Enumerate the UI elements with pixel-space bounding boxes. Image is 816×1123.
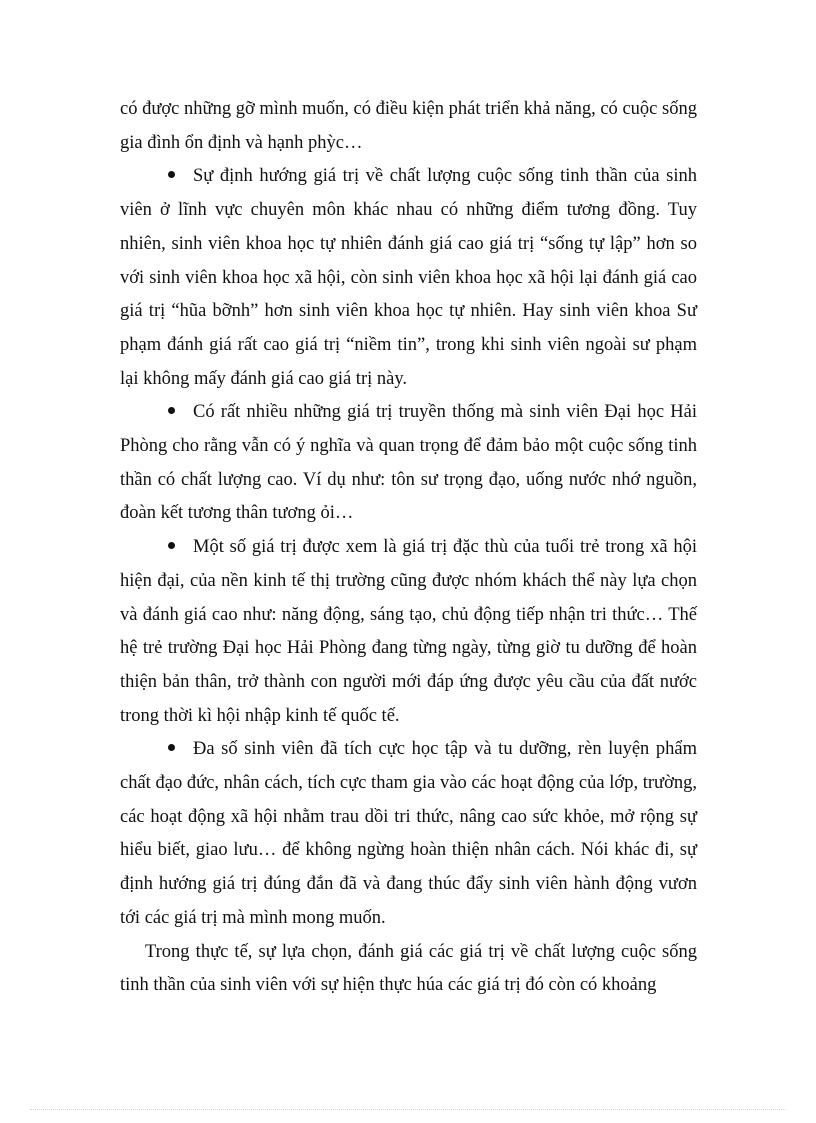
bullet-item xyxy=(120,733,697,935)
bullet-text: Có rất nhiều những giá trị truyền thống mà sinh viên Đại học Hải Phòng cho rằng vẫn có ý nghĩa và quan trọng để đảm bảo một cuộc sống tinh thần có chất lượng cao. Ví dụ như: tôn sư trọng đạo, uống nước nhớ nguồn, đoàn kết tương thân tương ỏi… xyxy=(120,402,697,524)
page-bottom-divider xyxy=(30,1109,786,1110)
paragraph-text: Trong thực tế, sự lựa chọn, đánh giá các giá trị về chất lượng cuộc sống tinh thần của sinh viên với sự hiện thực húa các giá trị đó còn có khoảng xyxy=(120,941,697,996)
bullet-item xyxy=(120,160,697,396)
bullet-dot-icon xyxy=(168,744,175,751)
bullet-text: Sự định hướng giá trị về chất lượng cuộc sống tinh thần của sinh viên ở lĩnh vực chuyên môn khác nhau có những điểm tương đồng. Tuy nhiên, sinh viên khoa học tự nhiên đánh giá cao giá trị “sống tự lập” hơn so với sinh viên khoa học xã hội, còn sinh viên khoa học xã hội lại đánh giá cao giá trị “hũa bỡnh” hơn sinh viên khoa học tự nhiên. Hay sinh viên khoa Sư phạm đánh giá rất cao giá trị “niềm tin”, trong khi sinh viên ngoài sư phạm lại không mấy đánh giá cao giá trị này. xyxy=(120,166,697,389)
paragraph-text: có được những gỡ mình muốn, có điều kiện phát triển khả năng, có cuộc sống gia đình ổn định và hạnh phỳc… xyxy=(120,99,697,153)
bullet-text: Một số giá trị được xem là giá trị đặc thù của tuổi trẻ trong xã hội hiện đại, của nền kinh tế thị trường cũng được nhóm khách thể này lựa chọn và đánh giá cao như: năng động, sáng tạo, chủ động tiếp nhận tri thức… Thế hệ trẻ trường Đại học Hải Phòng đang từng ngày, từng giờ tu dưỡng để hoàn thiện bản thân, trở thành con người mới đáp ứng được yêu cầu của đất nước trong thời kì hội nhập kinh tế quốc tế. xyxy=(120,537,697,726)
paragraph-continuation xyxy=(120,93,697,160)
body-text xyxy=(120,93,697,1003)
bullet-item xyxy=(120,396,697,531)
bullet-text: Đa số sinh viên đã tích cực học tập và tu dưỡng, rèn luyện phẩm chất đạo đức, nhân cách, tích cực tham gia vào các hoạt động của lớp, trường, các hoạt động xã hội nhằm trau dồi tri thức, nâng cao sức khỏe, mở rộng sự hiểu biết, giao lưu… để không ngừng hoàn thiện nhân cách. Nói khác đi, sự định hướng giá trị đúng đắn đã và đang thúc đẩy sinh viên hành động vươn tới các giá trị mà mình mong muốn. xyxy=(120,739,697,928)
paragraph-indented xyxy=(120,936,697,1003)
bullet-dot-icon xyxy=(168,171,175,178)
bullet-item xyxy=(120,531,697,733)
bullet-dot-icon xyxy=(168,542,175,549)
bullet-dot-icon xyxy=(168,407,175,414)
